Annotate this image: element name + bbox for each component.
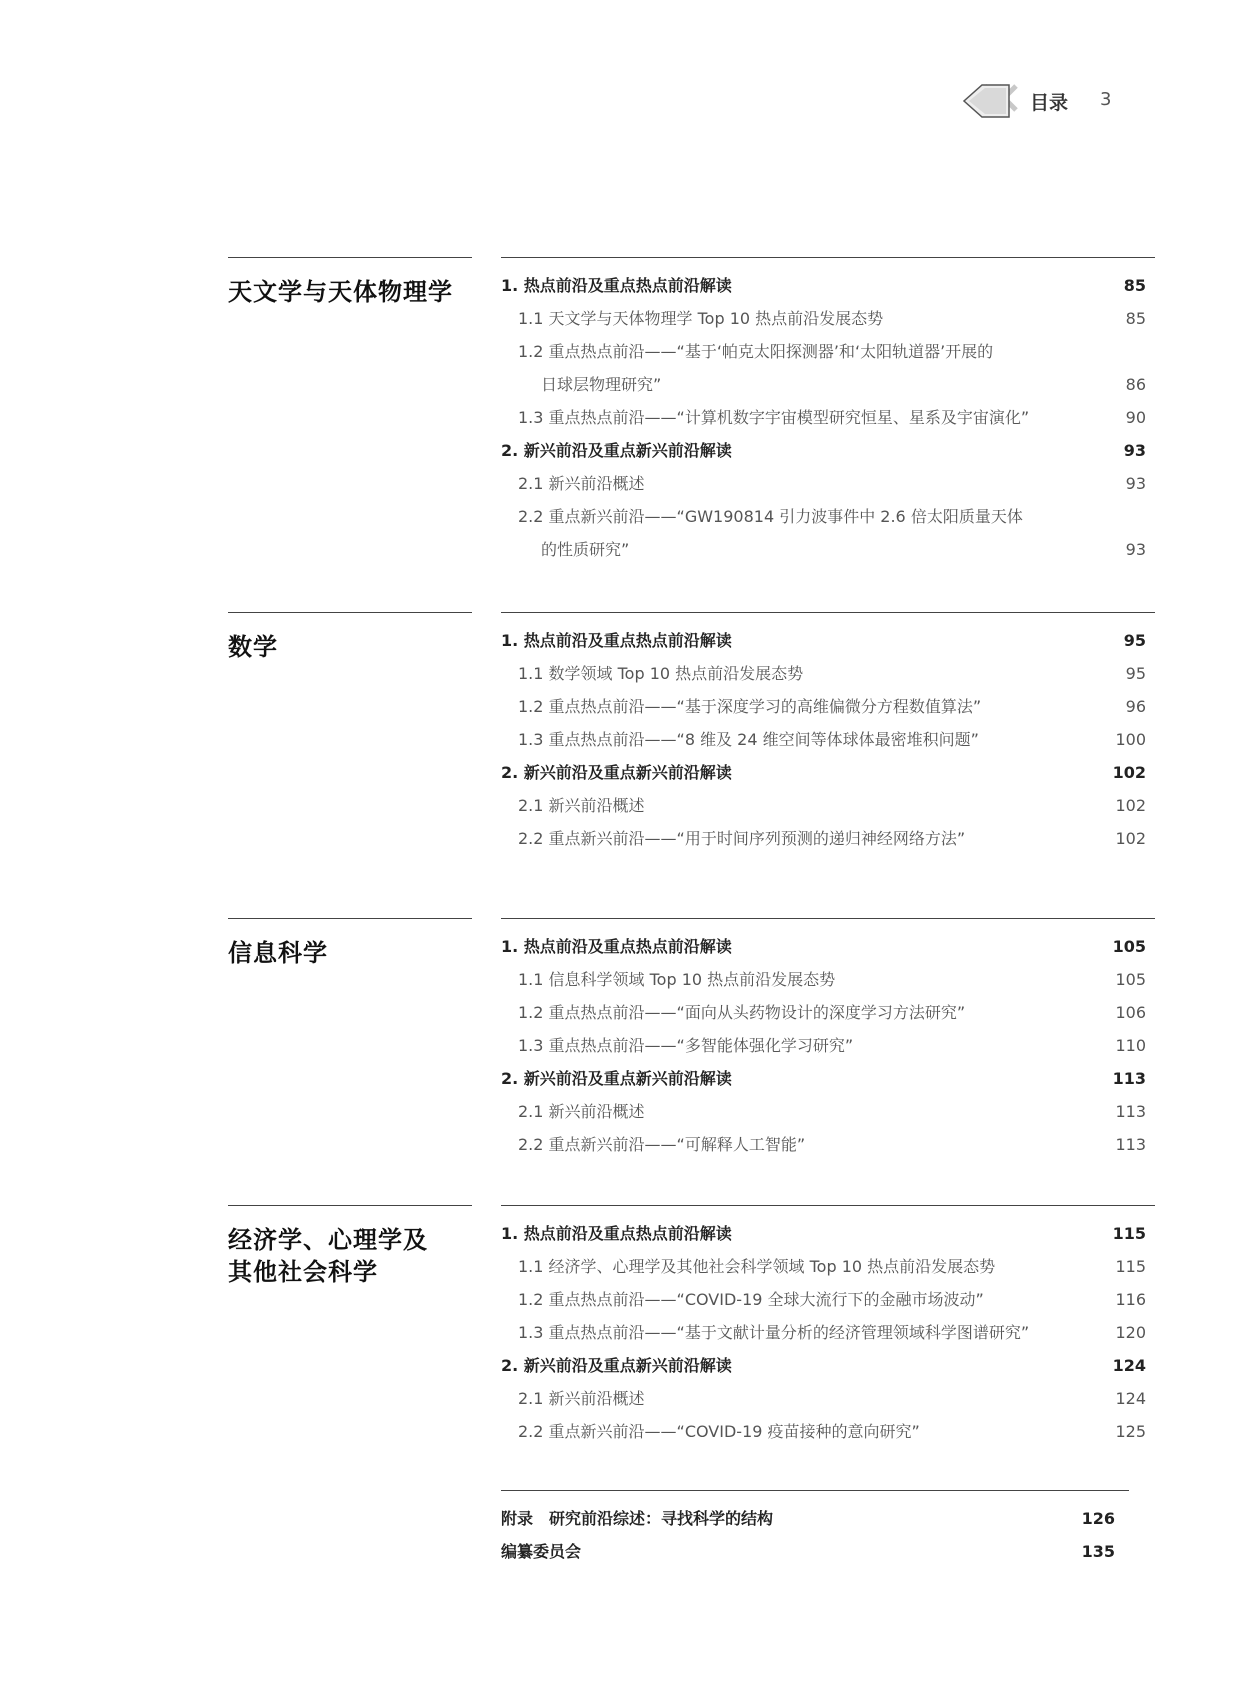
toc-entry-page: 95	[1125, 664, 1146, 683]
toc-entry-text: 1.2 重点热点前沿——“基于深度学习的高维偏微分方程数值算法”	[518, 697, 982, 716]
toc-entry-page: 85	[1123, 276, 1146, 295]
toc-entry-text: 1.2 重点热点前沿——“COVID-19 全球大流行下的金融市场波动”	[518, 1290, 984, 1309]
appendix-entry-page: 135	[1081, 1542, 1115, 1561]
toc-entry-page: 105	[1115, 970, 1146, 989]
toc-entry[interactable]	[501, 996, 1155, 1029]
toc-entry[interactable]	[501, 756, 1155, 789]
toc-entry[interactable]	[501, 789, 1155, 822]
section-title-block	[228, 918, 472, 969]
toc-entry[interactable]	[501, 1382, 1155, 1415]
toc-entry-text: 2. 新兴前沿及重点新兴前沿解读	[501, 763, 732, 782]
toc-entry-page: 102	[1115, 829, 1146, 848]
toc-entry-page: 113	[1115, 1102, 1146, 1121]
toc-entry-page: 120	[1115, 1323, 1146, 1342]
header-page-number: 3	[1100, 89, 1112, 110]
header-title: 目录	[1030, 92, 1069, 114]
toc-entry[interactable]	[501, 1095, 1155, 1128]
toc-entry-text: 1.3 重点热点前沿——“计算机数字宇宙模型研究恒星、星系及宇宙演化”	[518, 408, 1030, 427]
toc-entry-page: 125	[1115, 1422, 1146, 1441]
toc-entry[interactable]	[501, 1349, 1155, 1382]
toc-entry[interactable]	[501, 624, 1155, 657]
toc-entry-text: 2. 新兴前沿及重点新兴前沿解读	[501, 1069, 732, 1088]
toc-entry-page: 113	[1115, 1135, 1146, 1154]
toc-entry-page: 95	[1123, 631, 1146, 650]
toc-entry[interactable]	[501, 963, 1155, 996]
toc-entry-text: 1.2 重点热点前沿——“基于‘帕克太阳探测器’和‘太阳轨道器’开展的	[518, 342, 994, 361]
toc-entry-text: 的性质研究”	[541, 540, 630, 559]
toc-entry[interactable]	[501, 467, 1155, 500]
toc-entry-page: 102	[1112, 763, 1146, 782]
toc-entry-page: 90	[1125, 408, 1146, 427]
toc-entry-page: 113	[1112, 1069, 1146, 1088]
toc-entry-text: 1.3 重点热点前沿——“8 维及 24 维空间等体球体最密堆积问题”	[518, 730, 979, 749]
toc-entry-text: 2.1 新兴前沿概述	[518, 1102, 645, 1121]
toc-entry-page: 115	[1112, 1224, 1146, 1243]
toc-entry-page: 105	[1112, 937, 1146, 956]
toc-entry-list	[501, 257, 1155, 566]
toc-entry-text: 2. 新兴前沿及重点新兴前沿解读	[501, 1356, 732, 1375]
toc-entry-text: 日球层物理研究”	[541, 375, 662, 394]
toc-entry[interactable]	[501, 269, 1155, 302]
toc-entry[interactable]	[501, 657, 1155, 690]
toc-entry-text: 1. 热点前沿及重点热点前沿解读	[501, 1224, 732, 1243]
section-title: 经济学、心理学及	[228, 1226, 428, 1254]
toc-entry[interactable]	[501, 723, 1155, 756]
toc-entry[interactable]	[501, 335, 1155, 368]
toc-entry-text: 1.3 重点热点前沿——“多智能体强化学习研究”	[518, 1036, 854, 1055]
toc-entry-text: 1.1 信息科学领域 Top 10 热点前沿发展态势	[518, 970, 836, 989]
section-title-block	[228, 257, 472, 308]
toc-entry-text: 2. 新兴前沿及重点新兴前沿解读	[501, 441, 732, 460]
toc-entry[interactable]	[501, 930, 1155, 963]
appendix-entry-page: 126	[1081, 1509, 1115, 1528]
section-title: 其他社会科学	[228, 1258, 378, 1286]
toc-entry-page: 110	[1115, 1036, 1146, 1055]
toc-entry-page: 106	[1115, 1003, 1146, 1022]
toc-entry-list	[501, 918, 1155, 1161]
toc-entry-page: 124	[1115, 1389, 1146, 1408]
toc-entry[interactable]	[501, 1217, 1155, 1250]
toc-entry-text: 2.2 重点新兴前沿——“用于时间序列预测的递归神经网络方法”	[518, 829, 966, 848]
toc-entry-text: 1.1 数学领域 Top 10 热点前沿发展态势	[518, 664, 804, 683]
toc-entry-list	[501, 1205, 1155, 1448]
toc-entry[interactable]	[501, 500, 1155, 533]
toc-entry-text: 1. 热点前沿及重点热点前沿解读	[501, 631, 732, 650]
toc-entry[interactable]	[501, 1415, 1155, 1448]
toc-entry-text: 1.3 重点热点前沿——“基于文献计量分析的经济管理领域科学图谱研究”	[518, 1323, 1030, 1342]
section-title-block	[228, 1205, 472, 1288]
toc-entry[interactable]	[501, 1128, 1155, 1161]
section-title-block	[228, 612, 472, 663]
section-title: 信息科学	[228, 939, 328, 967]
toc-entry[interactable]	[501, 302, 1155, 335]
toc-entry-text: 2.2 重点新兴前沿——“可解释人工智能”	[518, 1135, 806, 1154]
toc-entry-page: 100	[1115, 730, 1146, 749]
toc-entry[interactable]	[501, 434, 1155, 467]
toc-entry-page: 124	[1112, 1356, 1146, 1375]
toc-entry-text: 1.2 重点热点前沿——“面向从头药物设计的深度学习方法研究”	[518, 1003, 966, 1022]
toc-entry-page: 85	[1125, 309, 1146, 328]
page-tab-icon	[962, 84, 1010, 118]
toc-entry[interactable]	[501, 822, 1155, 855]
toc-entry[interactable]	[501, 1250, 1155, 1283]
toc-entry-page: 102	[1115, 796, 1146, 815]
toc-entry-text: 2.2 重点新兴前沿——“COVID-19 疫苗接种的意向研究”	[518, 1422, 920, 1441]
toc-entry-page: 93	[1125, 474, 1146, 493]
toc-entry[interactable]	[501, 1062, 1155, 1095]
page-header	[962, 84, 1122, 118]
section-title: 天文学与天体物理学	[228, 278, 453, 306]
toc-entry-page: 86	[1125, 375, 1146, 394]
toc-entry[interactable]	[501, 401, 1155, 434]
toc-entry-text: 2.2 重点新兴前沿——“GW190814 引力波事件中 2.6 倍太阳质量天体	[518, 507, 1023, 526]
toc-entry-text: 2.1 新兴前沿概述	[518, 474, 645, 493]
toc-entry-text: 2.1 新兴前沿概述	[518, 1389, 645, 1408]
toc-entry-text: 1.1 经济学、心理学及其他社会科学领域 Top 10 热点前沿发展态势	[518, 1257, 996, 1276]
toc-entry[interactable]	[501, 1316, 1155, 1349]
appendix-entry-text: 附录 研究前沿综述：寻找科学的结构	[501, 1509, 774, 1528]
toc-entry-page: 96	[1125, 697, 1146, 716]
toc-entry-text: 1. 热点前沿及重点热点前沿解读	[501, 937, 732, 956]
appendix	[501, 1490, 1129, 1568]
toc-entry-list	[501, 612, 1155, 855]
toc-entry-text: 1.1 天文学与天体物理学 Top 10 热点前沿发展态势	[518, 309, 884, 328]
toc-entry[interactable]	[501, 533, 1155, 566]
appendix-entry[interactable]	[501, 1502, 1129, 1535]
toc-entry-text: 2.1 新兴前沿概述	[518, 796, 645, 815]
toc-entry-page: 93	[1123, 441, 1146, 460]
toc-entry-page: 115	[1115, 1257, 1146, 1276]
toc-entry[interactable]	[501, 1283, 1155, 1316]
toc-entry-page: 116	[1115, 1290, 1146, 1309]
appendix-entry[interactable]	[501, 1535, 1129, 1568]
toc-entry[interactable]	[501, 1029, 1155, 1062]
toc-entry-text: 1. 热点前沿及重点热点前沿解读	[501, 276, 732, 295]
section-title: 数学	[228, 633, 278, 661]
toc-entry[interactable]	[501, 368, 1155, 401]
toc-entry-page: 93	[1125, 540, 1146, 559]
appendix-entry-text: 编纂委员会	[501, 1542, 582, 1561]
toc-entry[interactable]	[501, 690, 1155, 723]
